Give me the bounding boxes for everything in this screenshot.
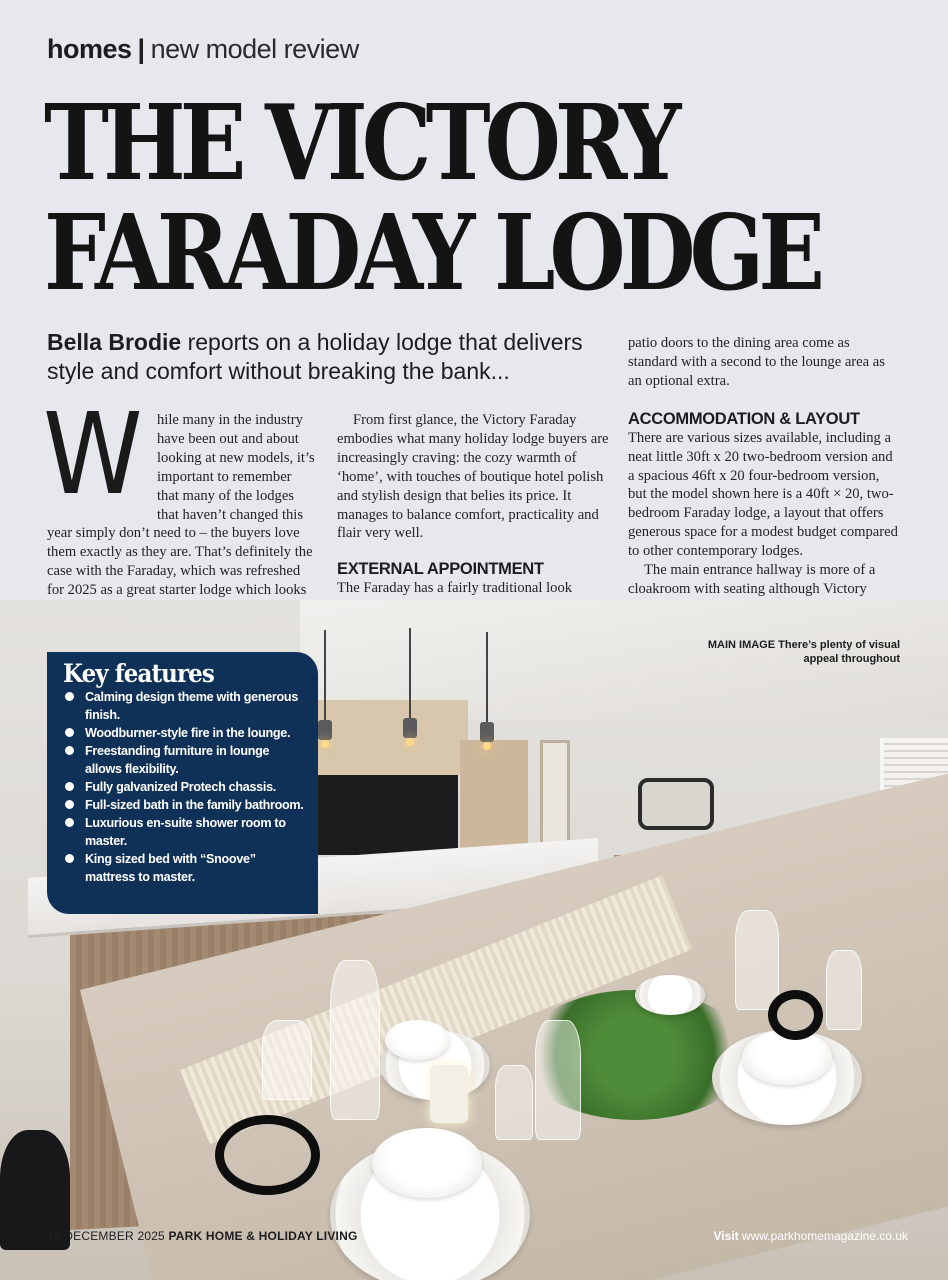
key-features-box xyxy=(47,652,318,914)
image-caption xyxy=(680,638,900,666)
key-feature-item: Calming design theme with generous finish. xyxy=(63,688,304,724)
article-column-1 xyxy=(43,390,317,619)
dropcap-container xyxy=(43,390,153,520)
footer-website xyxy=(713,1229,908,1243)
section-label: new model review xyxy=(150,34,359,64)
photo-mirror xyxy=(638,778,714,830)
key-feature-item: King sized bed with “Snoove” mattress to master. xyxy=(63,850,304,886)
tumbler xyxy=(826,950,862,1030)
dropcap: W xyxy=(43,390,143,520)
footer-folio xyxy=(47,1229,357,1243)
paragraph: The main entrance hallway is more of a cloakroom with seating although Victory xyxy=(628,562,876,597)
caption-label: MAIN IMAGE xyxy=(707,639,776,651)
paragraph: patio doors to the dining area come as standard with a second to the lounge area as an optional extra. xyxy=(628,335,885,389)
magazine-name: PARK HOME & HOLIDAY LIVING xyxy=(168,1229,358,1243)
visit-label: Visit xyxy=(713,1229,739,1243)
headline xyxy=(44,81,820,314)
wine-glass xyxy=(262,1020,312,1100)
key-feature-item: Woodburner-style fire in the lounge. xyxy=(63,724,304,742)
photo-splashback xyxy=(318,775,458,855)
key-feature-item: Fully galvanized Protech chassis. xyxy=(63,778,304,796)
paragraph: From first glance, the Victory Faraday embodies what many holiday lodge buyers are increasingly craving: the cozy warmth of ‘home’, with touches of boutique hotel polish and stylish design that belies its price. It manages to balance comfort, practicality and flair very well. xyxy=(337,412,609,542)
water-bottle xyxy=(330,960,380,1120)
caption-text: There’s plenty of visual appeal throughout xyxy=(775,639,900,665)
pendant-light xyxy=(480,722,494,742)
section-separator: | xyxy=(137,34,145,64)
issue-date: DECEMBER 2025 xyxy=(64,1229,165,1243)
headline-line-1: THE VICTORY xyxy=(44,81,676,204)
section-category: homes xyxy=(47,34,132,64)
water-bottle xyxy=(735,910,779,1010)
wine-glass xyxy=(535,1020,581,1140)
decorative-knot xyxy=(768,990,823,1040)
key-feature-item: Luxurious en-suite shower room to master. xyxy=(63,814,304,850)
pendant-light xyxy=(318,720,332,740)
bowl xyxy=(385,1020,450,1060)
candle xyxy=(430,1065,468,1123)
pendant-light xyxy=(403,718,417,738)
key-features-title: Key features xyxy=(63,659,214,688)
paragraph: There are various sizes available, including a neat little 30ft x 20 two-bedroom version and a spacious 46ft x 20 four-bedroom version, but the model shown here is a 40ft × 20, two-bedroom Faraday lodge, a layout that offers generous space for a modest budget compared to other contemporary lodges. xyxy=(628,429,898,560)
headline-line-2: FARADAY LODGE xyxy=(44,191,820,314)
tumbler xyxy=(495,1065,533,1140)
subheading-external: EXTERNAL APPOINTMENT xyxy=(337,560,544,579)
subheading-accommodation: ACCOMMODATION & LAYOUT xyxy=(628,409,860,428)
section-tag xyxy=(47,34,359,65)
standfirst xyxy=(47,328,617,386)
decorative-knot xyxy=(215,1115,320,1195)
key-feature-item: Full-sized bath in the family bathroom. xyxy=(63,796,304,814)
bowl xyxy=(372,1128,482,1198)
photo-kitchen-cabinets xyxy=(318,700,468,775)
key-features-list xyxy=(63,688,304,886)
paragraph: The Faraday has a fairly traditional look xyxy=(337,580,573,597)
paragraph: hile many in the industry have been out and about looking at new models, it’s important to remember that many of the lodges that haven’t changed this year simply don’t need to – the buyers love them exactly as they are. That’s definitely the case with the Faraday, which was refreshed for 2025 as a great starter lodge which looks xyxy=(47,412,315,599)
article-column-3 xyxy=(628,334,898,599)
page-number: 16 xyxy=(47,1229,61,1243)
key-feature-item: Freestanding furniture in lounge allows flexibility. xyxy=(63,742,304,778)
author-name: Bella Brodie xyxy=(47,329,182,355)
website-url[interactable]: www.parkhomemagazine.co.uk xyxy=(741,1229,908,1243)
plate xyxy=(635,975,705,1015)
standfirst-text: reports on a holiday lodge that delivers style and comfort without breaking the bank... xyxy=(47,329,583,384)
